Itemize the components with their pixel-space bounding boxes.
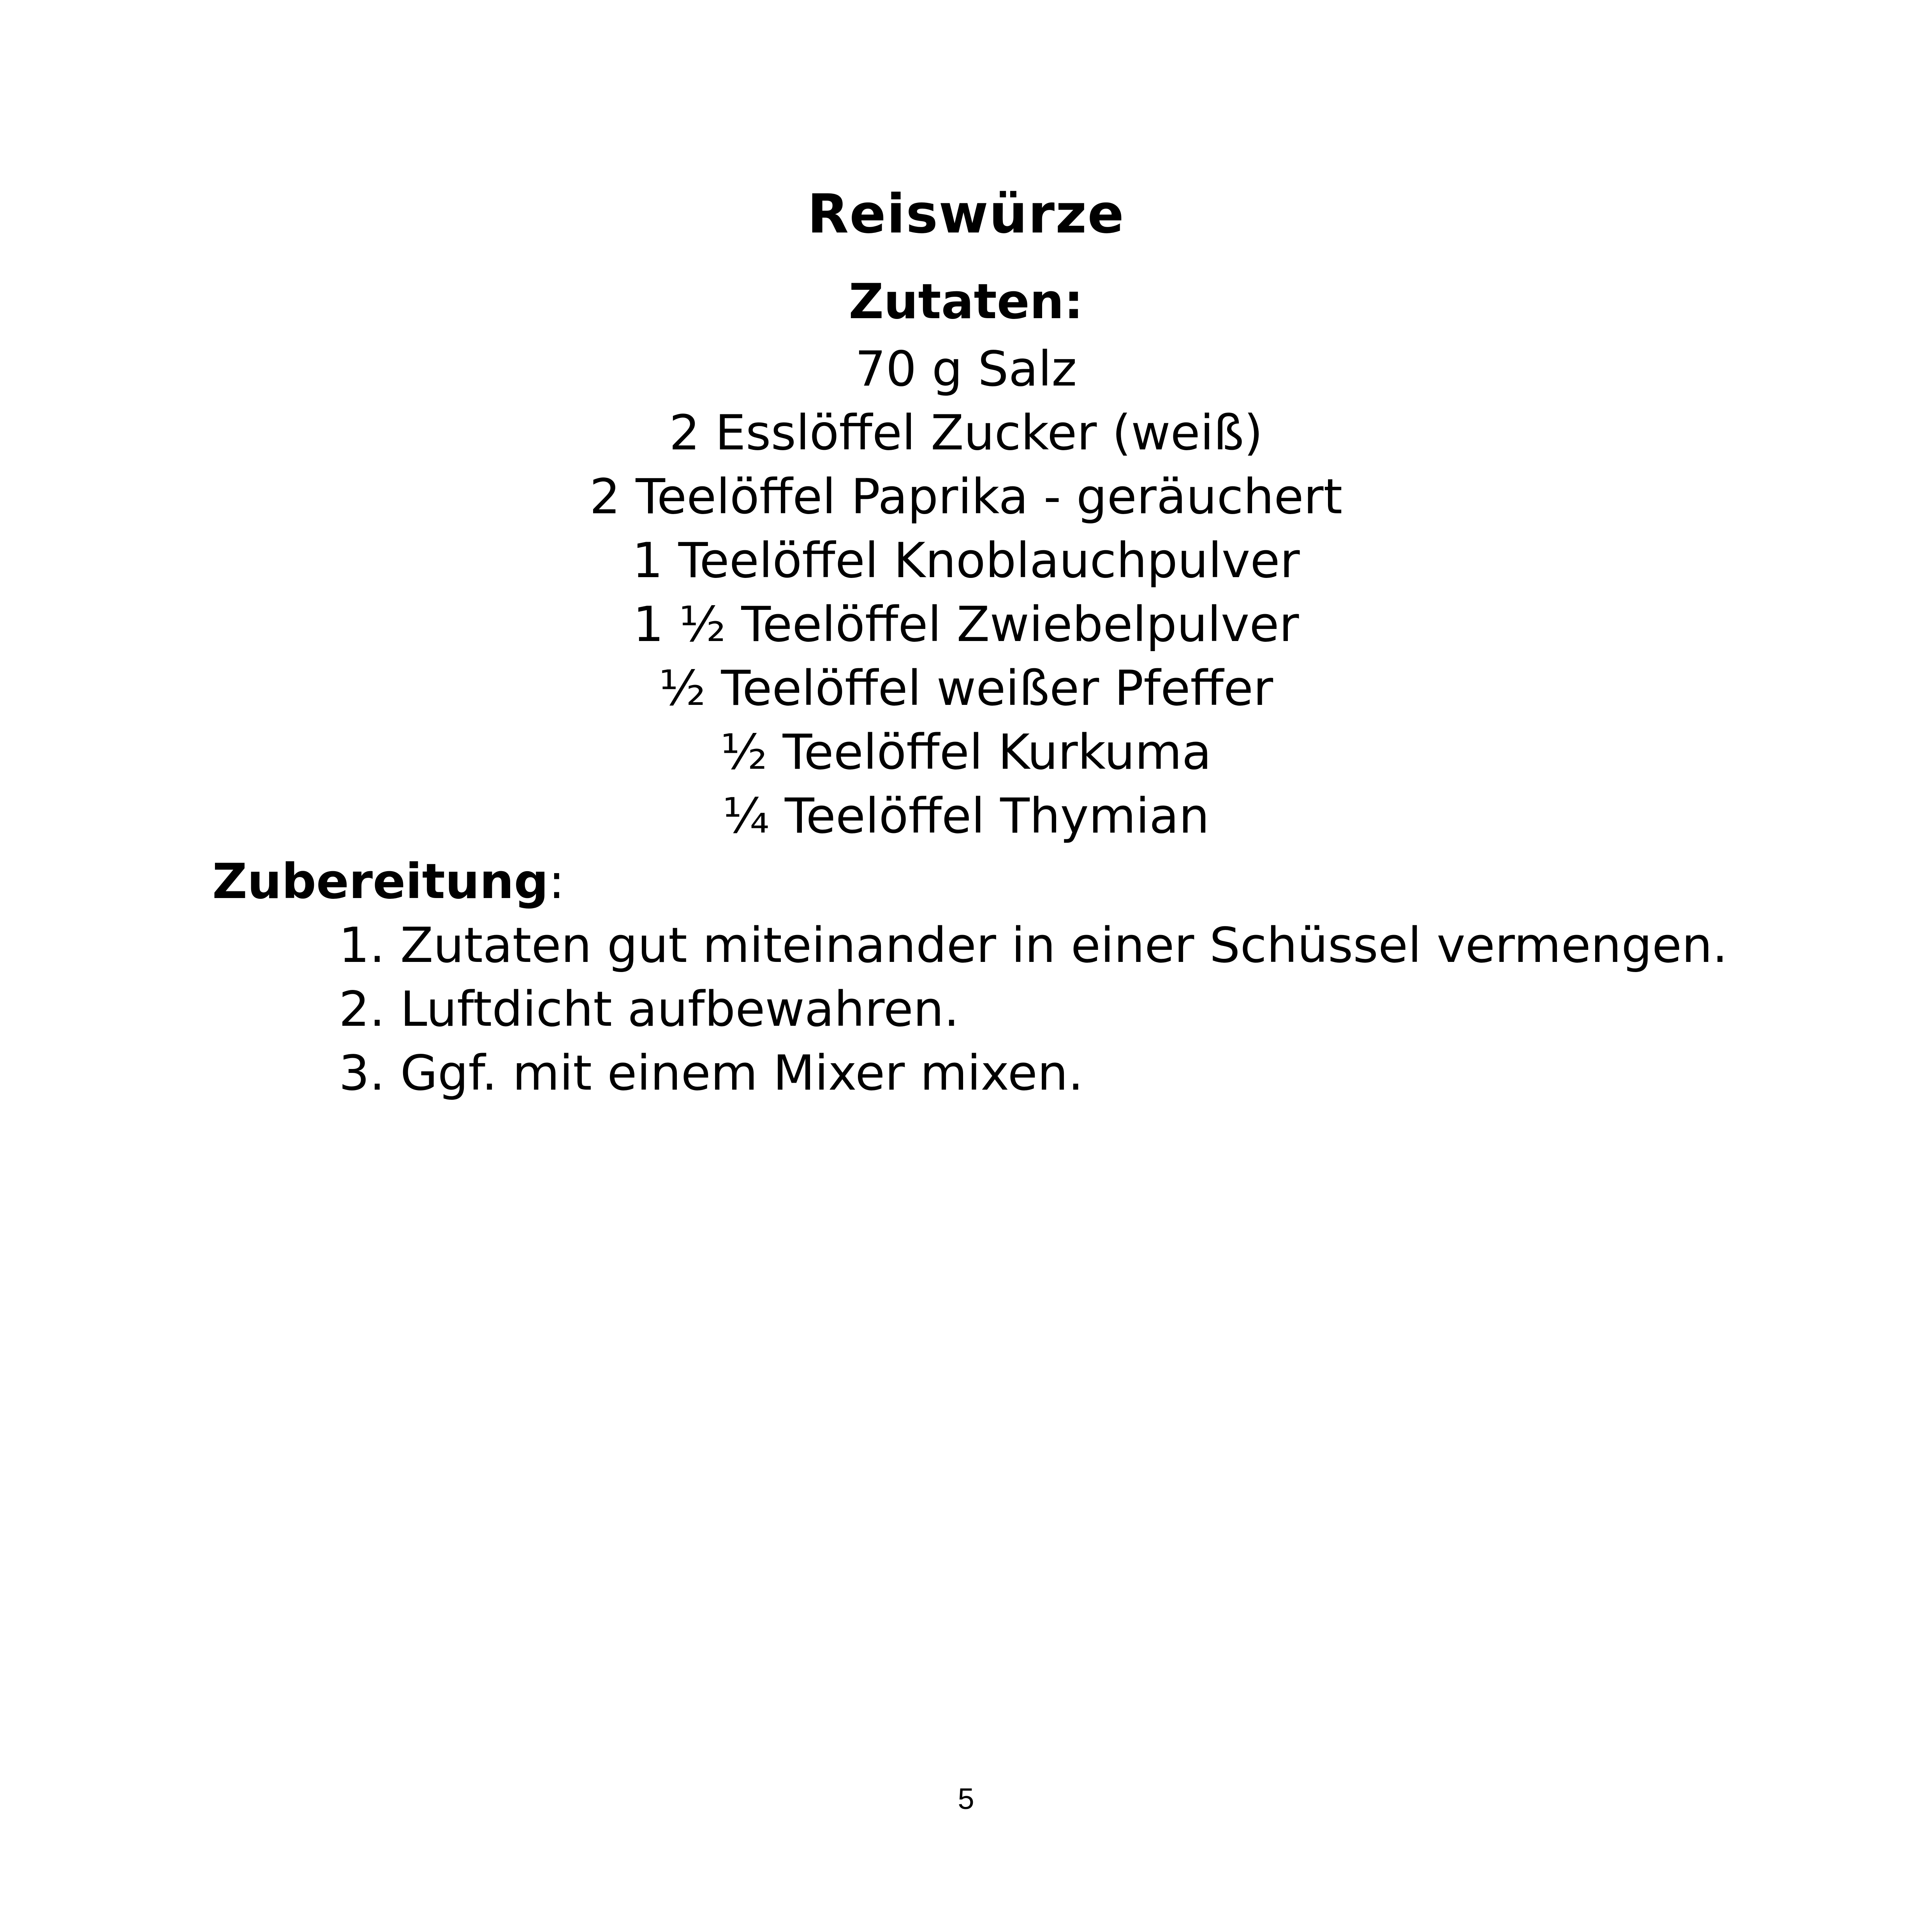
step-text: Luftdicht aufbewahren.: [400, 981, 960, 1037]
preparation-steps: [339, 914, 1728, 1105]
step-number: 2.: [339, 981, 385, 1037]
ingredients-list: [0, 337, 1932, 848]
ingredient-item: 2 Esslöffel Zucker (weiß): [669, 405, 1263, 461]
step-number: 1.: [339, 918, 385, 974]
step-item: [339, 914, 1728, 977]
step-text: Ggf. mit einem Mixer mixen.: [400, 1045, 1083, 1101]
preparation-heading-label: Zubereitung: [212, 854, 549, 910]
step-item: [339, 977, 1728, 1041]
ingredient-item: 1 ½ Teelöffel Zwiebelpulver: [633, 597, 1299, 653]
preparation-heading: [212, 850, 565, 914]
step-item: [339, 1041, 1728, 1105]
ingredients-heading: Zutaten:: [849, 274, 1083, 330]
step-number: 3.: [339, 1045, 385, 1101]
ingredient-item: ¼ Teelöffel Thymian: [722, 788, 1210, 844]
ingredient-item: 2 Teelöffel Paprika - geräuchert: [589, 469, 1343, 525]
ingredient-item: 70 g Salz: [855, 341, 1077, 397]
recipe-title: Reiswürze: [807, 183, 1125, 245]
step-text: Zutaten gut miteinander in einer Schüssel vermengen.: [400, 918, 1728, 974]
page-number: 5: [958, 1782, 974, 1816]
ingredient-item: ½ Teelöffel weißer Pfeffer: [659, 660, 1273, 717]
preparation-heading-colon: :: [548, 854, 565, 910]
ingredient-item: ½ Teelöffel Kurkuma: [720, 724, 1212, 780]
ingredient-item: 1 Teelöffel Knoblauchpulver: [632, 533, 1300, 589]
